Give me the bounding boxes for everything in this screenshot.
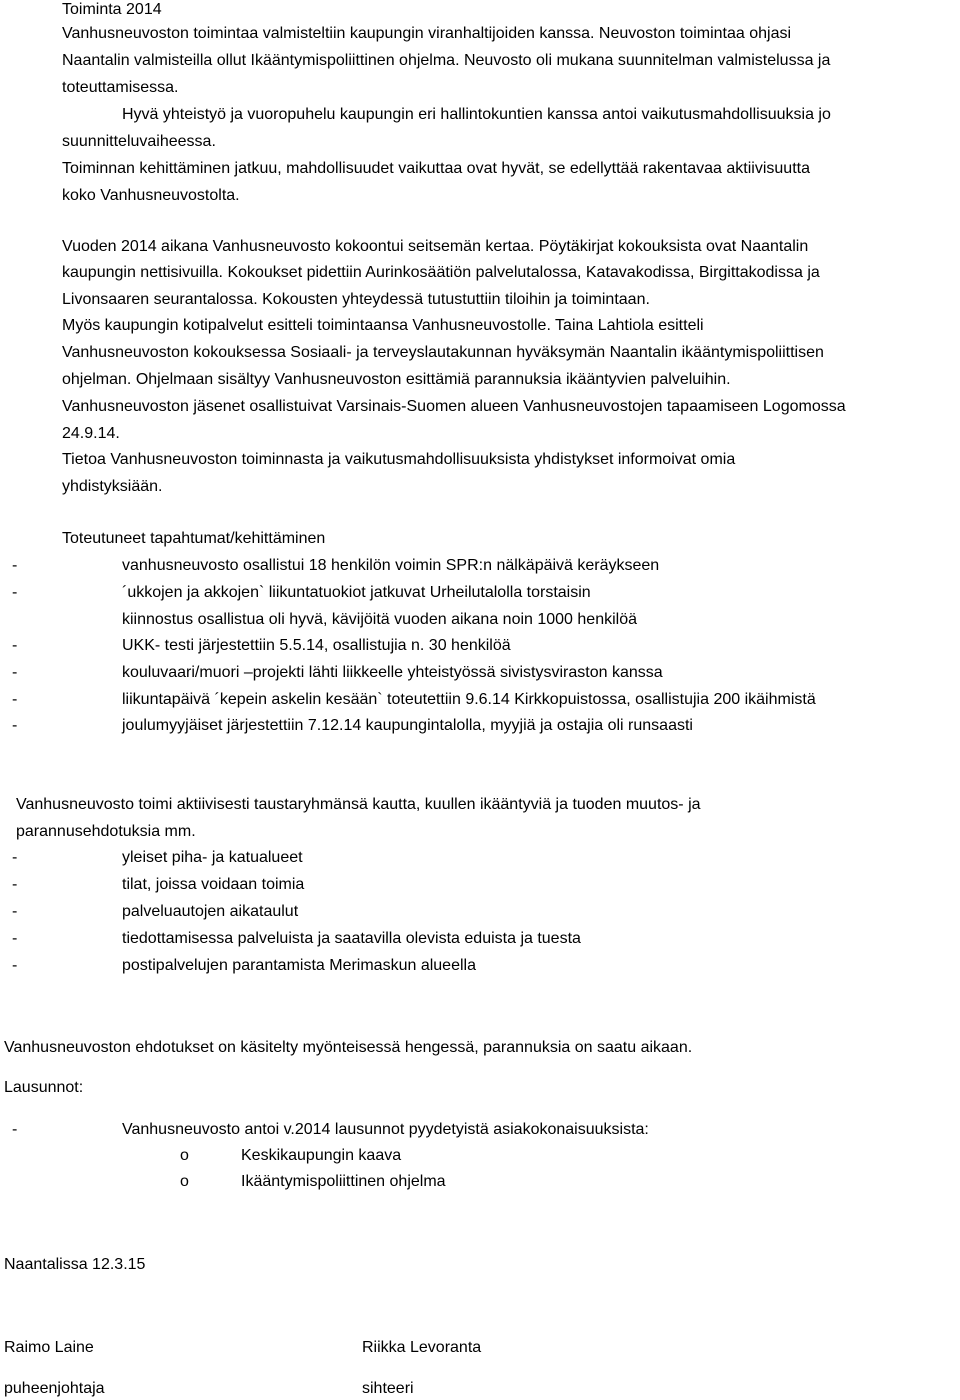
activity-line: kaupungin nettisivuilla. Kokoukset pidettiin Aurinkosäätiön palvelutalossa, Katavakodissa, Birgittakodissa ja [62, 264, 820, 281]
intro-line: Hyvä yhteistyö ja vuoropuhelu kaupungin eri hallintokuntien kanssa antoi vaikutusmahdollisuuksia jo [122, 106, 831, 123]
list-item: ´ukkojen ja akkojen` liikuntatuokiot jatkuvat Urheilutalolla torstaisin [122, 584, 591, 601]
list-bullet: - [12, 876, 18, 893]
activity-line: yhdistyksiään. [62, 478, 163, 495]
list-bullet: - [12, 664, 18, 681]
intro-line: Toiminnan kehittäminen jatkuu, mahdollisuudet vaikuttaa ovat hyvät, se edellyttää rakentavaa aktiivisuutta [62, 160, 810, 177]
list-bullet: - [12, 717, 18, 734]
sub-list-bullet: o [180, 1147, 189, 1164]
list-item: yleiset piha- ja katualueet [122, 849, 303, 866]
list-item: tiedottamisessa palveluista ja saatavilla olevista eduista ja tuesta [122, 930, 581, 947]
activity-line: Tietoa Vanhusneuvoston toiminnasta ja vaikutusmahdollisuuksista yhdistykset informoivat omia [62, 451, 736, 468]
list-bullet: - [12, 637, 18, 654]
list-bullet: - [12, 557, 18, 574]
list-bullet: - [12, 849, 18, 866]
activity-line: Livonsaaren seurantalossa. Kokousten yhteydessä tutustuttiin tiloihin ja toimintaan. [62, 291, 650, 308]
list-item: liikuntapäivä ´kepein askelin kesään` toteutettiin 9.6.14 Kirkkopuistossa, osallistujia 200 ikäihmistä [122, 691, 816, 708]
activity-line: Vuoden 2014 aikana Vanhusneuvosto kokoontui seitsemän kertaa. Pöytäkirjat kokouksista ovat Naantalin [62, 238, 809, 255]
list-item: joulumyyjäiset järjestettiin 7.12.14 kaupungintalolla, myyjiä ja ostajia oli runsaasti [122, 717, 693, 734]
list-item-continuation: kiinnostus osallistua oli hyvä, kävijöitä vuoden aikana noin 1000 henkilöä [122, 611, 637, 628]
activity-line: 24.9.14. [62, 425, 120, 442]
list-bullet: - [12, 930, 18, 947]
list-item: vanhusneuvosto osallistui 18 henkilön voimin SPR:n nälkäpäivä keräykseen [122, 557, 660, 574]
sub-list-bullet: o [180, 1173, 189, 1190]
list-item: palveluautojen aikataulut [122, 903, 299, 920]
sub-list-item: Ikääntymispoliittinen ohjelma [241, 1173, 446, 1190]
activity-line: Myös kaupungin kotipalvelut esitteli toimintaansa Vanhusneuvostolle. Taina Lahtiola esitteli [62, 317, 704, 334]
activity-line: ohjelman. Ohjelmaan sisältyy Vanhusneuvoston esittämiä parannuksia ikääntyvien palveluihin. [62, 371, 731, 388]
intro-line: Vanhusneuvoston toimintaa valmisteltiin kaupungin viranhaltijoiden kanssa. Neuvoston toimintaa ohjasi [62, 25, 792, 42]
intro-line: Naantalin valmisteilla ollut Ikääntymispoliittinen ohjelma. Neuvosto oli mukana suunnitelman valmistelussa ja [62, 52, 831, 69]
list-bullet: - [12, 903, 18, 920]
intro-line: suunnitteluvaiheessa. [62, 133, 216, 150]
activity-line: Vanhusneuvoston kokouksessa Sosiaali- ja terveyslautakunnan hyväksymän Naantalin ikääntymispoliittisen [62, 344, 824, 361]
list-item: Vanhusneuvosto antoi v.2014 lausunnot pyydetyistä asiakokonaisuuksista: [122, 1121, 649, 1138]
list-bullet: - [12, 957, 18, 974]
intro-line: koko Vanhusneuvostolta. [62, 187, 240, 204]
signatory-name: Riikka Levoranta [362, 1339, 482, 1356]
background-line: parannusehdotuksia mm. [16, 823, 196, 840]
events-heading: Toteutuneet tapahtumat/kehittäminen [62, 530, 326, 547]
proposals-text: Vanhusneuvoston ehdotukset on käsitelty myönteisessä hengessä, parannuksia on saatu aikaan. [4, 1039, 693, 1056]
list-item: UKK- testi järjestettiin 5.5.14, osallistujia n. 30 henkilöä [122, 637, 511, 654]
section-heading: Toiminta 2014 [62, 1, 162, 18]
list-bullet: - [12, 1121, 18, 1138]
list-bullet: - [12, 691, 18, 708]
signatory-title: puheenjohtaja [4, 1380, 105, 1397]
list-item: tilat, joissa voidaan toimia [122, 876, 305, 893]
signatory-title: sihteeri [362, 1380, 414, 1397]
activity-line: Vanhusneuvoston jäsenet osallistuivat Varsinais-Suomen alueen Vanhusneuvostojen tapaamiseen Logomossa [62, 398, 846, 415]
list-item: kouluvaari/muori –projekti lähti liikkeelle yhteistyössä sivistysviraston kanssa [122, 664, 663, 681]
sub-list-item: Keskikaupungin kaava [241, 1147, 402, 1164]
signatory-name: Raimo Laine [4, 1339, 94, 1356]
statements-heading: Lausunnot: [4, 1079, 84, 1096]
list-item: postipalvelujen parantamista Merimaskun alueella [122, 957, 476, 974]
place-date: Naantalissa 12.3.15 [4, 1256, 146, 1273]
list-bullet: - [12, 584, 18, 601]
intro-line: toteuttamisessa. [62, 79, 179, 96]
background-line: Vanhusneuvosto toimi aktiivisesti taustaryhmänsä kautta, kuullen ikääntyviä ja tuoden muutos- ja [16, 796, 701, 813]
